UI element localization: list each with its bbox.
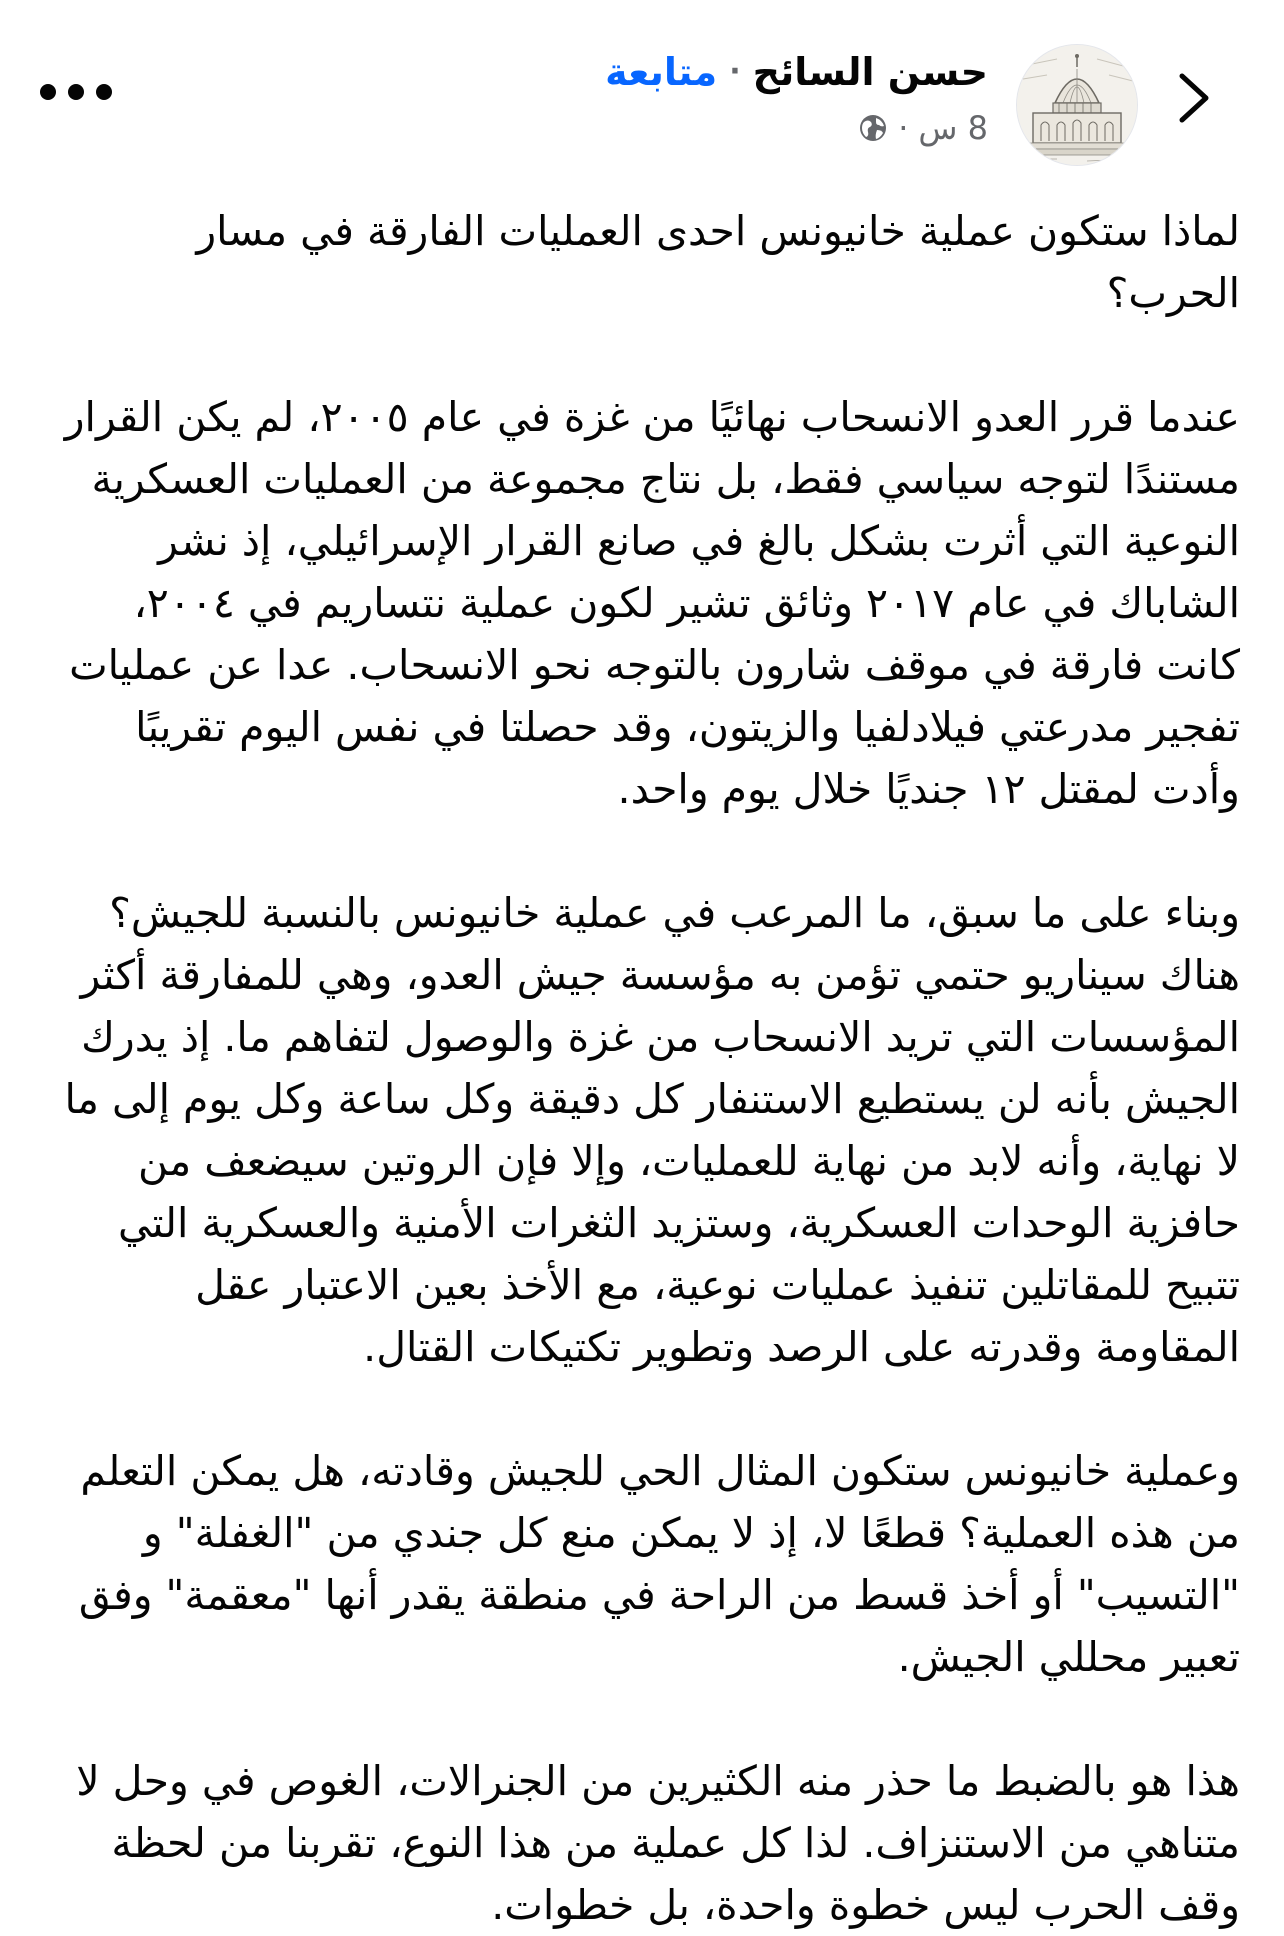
post-timestamp[interactable]: 8 س	[918, 109, 988, 147]
post-paragraph: وعملية خانيونس ستكون المثال الحي للجيش وقادته، هل يمكن التعلم من هذه العملية؟ قطعًا لا، إذ لا يمكن منع كل جندي من "الغفلة" و "التسيب" أو أخذ قسط من الراحة في منطقة يقدر أنها "معقمة" وفق تعبير محللي الجيش.	[78, 1447, 1240, 1681]
author-info	[605, 44, 988, 150]
dome-of-the-rock-avatar	[1017, 45, 1137, 165]
more-horizontal-icon	[40, 84, 56, 100]
meta-separator: ·	[898, 109, 909, 147]
author-name-line	[605, 44, 988, 100]
post-paragraph: وبناء على ما سبق، ما المرعب في عملية خانيونس بالنسبة للجيش؟ هناك سيناريو حتمي تؤمن به مؤسسة جيش العدو، وهي للمفارقة أكثر المؤسسات التي تريد الانسحاب من غزة والوصول لتفاهم ما. إذ يدرك الجيش بأنه لن يستطيع الاستنفار كل دقيقة وكل ساعة وكل يوم إلى ما لا نهاية، وأنه لابد من نهاية للعمليات، وإلا فإن الروتين سيضعف من حافزية الوحدات العسكرية، وستزيد الثغرات الأمنية والعسكرية التي تتبيح للمقاتلين تنفيذ عمليات نوعية، مع الأخذ بعين الاعتبار عقل المقاومة وقدرته على الرصد وتطوير تكتيكات القتال.	[64, 889, 1240, 1371]
chevron-icon	[1174, 70, 1214, 126]
author-avatar[interactable]	[1016, 44, 1138, 166]
more-horizontal-icon	[96, 84, 112, 100]
follow-button[interactable]: متابعة	[605, 50, 718, 94]
post-text	[60, 200, 1240, 1936]
more-options-button[interactable]	[40, 72, 112, 112]
more-horizontal-icon	[68, 84, 84, 100]
post-header	[0, 40, 1284, 170]
name-separator: ·	[729, 54, 741, 89]
post-meta	[605, 106, 988, 150]
post-paragraph: لماذا ستكون عملية خانيونس احدى العمليات الفارقة في مسار الحرب؟	[196, 207, 1240, 317]
back-button[interactable]	[1164, 68, 1224, 128]
author-name[interactable]: حسن السائح	[752, 50, 988, 94]
post-paragraph: هذا هو بالضبط ما حذر منه الكثيرين من الجنرالات، الغوص في وحل لا متناهي من الاستنزاف. لذا كل عملية من هذا النوع، تقربنا من لحظة وقف الحرب ليس خطوة واحدة، بل خطوات.	[76, 1757, 1240, 1929]
post-paragraph: عندما قرر العدو الانسحاب نهائيًا من غزة في عام ٢٠٠٥، لم يكن القرار مستندًا لتوجه سياسي فقط، بل نتاج مجموعة من العمليات العسكرية النوعية التي أثرت بشكل بالغ في صانع القرار الإسرائيلي، إذ نشر الشاباك في عام ٢٠١٧ وثائق تشير لكون عملية نتساريم في ٢٠٠٤، كانت فارقة في موقف شارون بالتوجه نحو الانسحاب. عدا عن عمليات تفجير مدرعتي فيلادلفيا والزيتون، وقد حصلتا في نفس اليوم تقريبًا وأدت لمقتل ١٢ جنديًا خلال يوم واحد.	[64, 393, 1240, 813]
globe-icon	[858, 113, 888, 143]
